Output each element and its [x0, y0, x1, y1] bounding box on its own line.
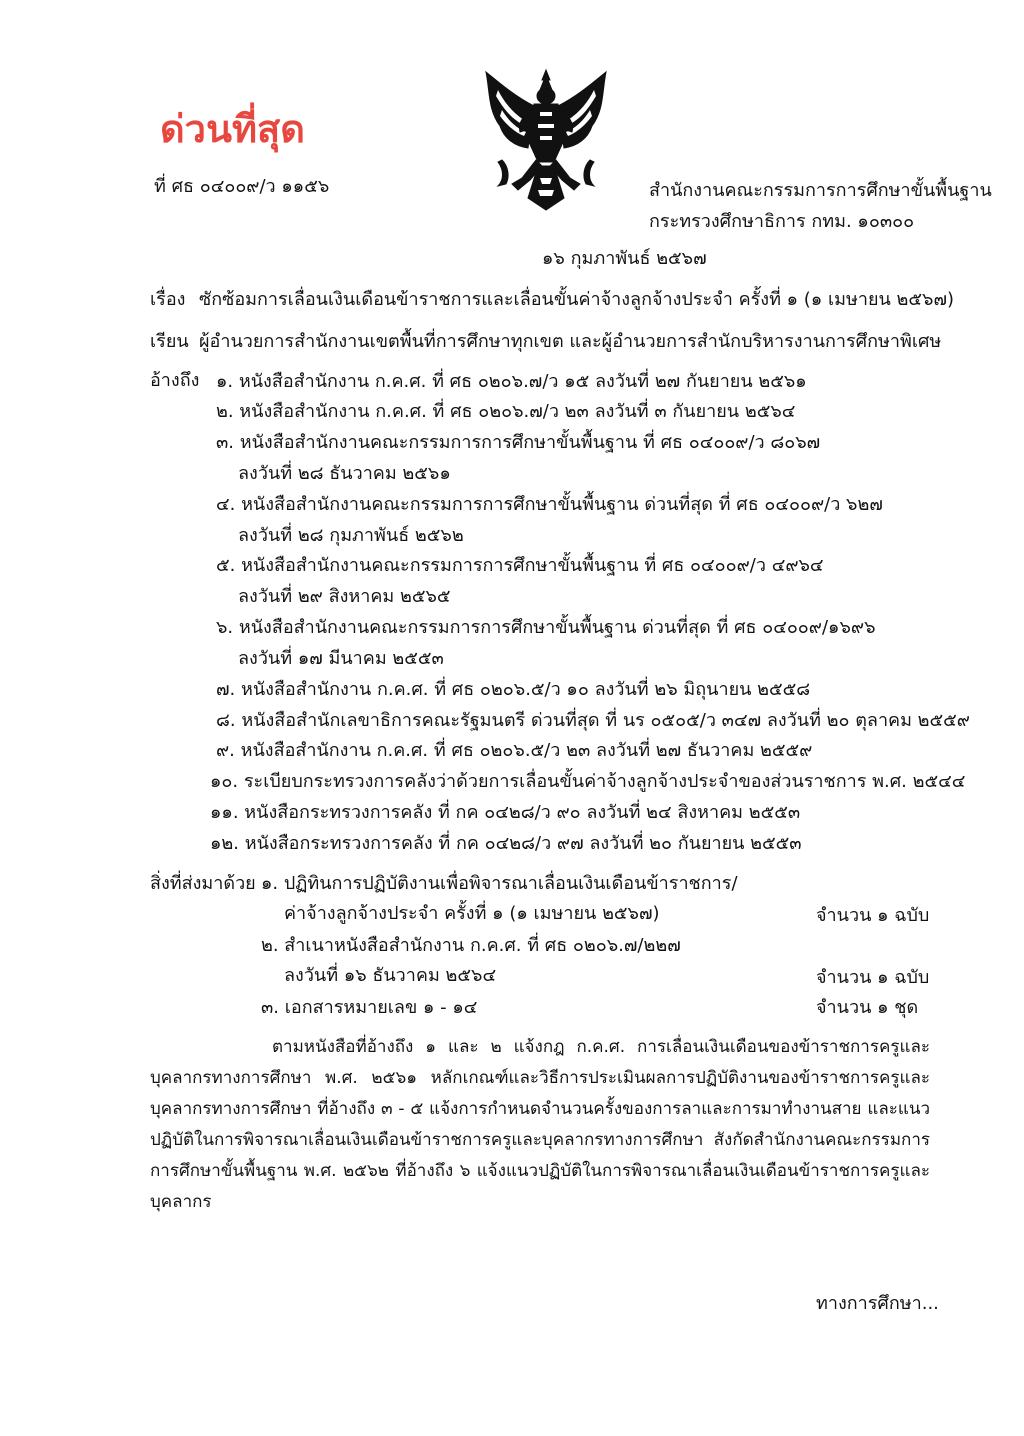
- reference-item: ๖. หนังสือสำนักงานคณะกรรมการการศึกษาขั้นพื้นฐาน ด่วนที่สุด ที่ ศธ ๐๔๐๐๙/๑๖๙๖: [216, 617, 876, 638]
- enclosure-item: ๑. ปฏิทินการปฏิบัติงานเพื่อพิจารณาเลื่อนเงินเดือนข้าราชการ/: [261, 873, 738, 894]
- document-date: ๑๖ กุมภาพันธ์ ๒๕๖๗: [542, 248, 707, 269]
- enclosure-quantity: จำนวน ๑ ฉบับ: [816, 967, 930, 988]
- reference-item: ๔. หนังสือสำนักงานคณะกรรมการการศึกษาขั้นพื้นฐาน ด่วนที่สุด ที่ ศธ ๐๔๐๐๙/ว ๖๒๗: [216, 494, 883, 515]
- reference-item-continuation: ลงวันที่ ๒๘ กุมภาพันธ์ ๒๕๖๒: [238, 525, 464, 546]
- subject-text: ซักซ้อมการเลื่อนเงินเดือนข้าราชการและเลื่อนขั้นค่าจ้างลูกจ้างประจำ ครั้งที่ ๑ (๑ เมษายน ๒๕๖๗): [199, 289, 955, 310]
- enclosures-label: สิ่งที่ส่งมาด้วย: [150, 873, 256, 894]
- enclosure-quantity: จำนวน ๑ ฉบับ: [816, 905, 930, 926]
- reference-item-continuation: ลงวันที่ ๒๙ สิงหาคม ๒๕๖๕: [238, 586, 451, 607]
- urgency-stamp: ด่วนที่สุด: [160, 106, 305, 151]
- reference-item: ๑. หนังสือสำนักงาน ก.ค.ศ. ที่ ศธ ๐๒๐๖.๗/ว ๑๕ ลงวันที่ ๒๗ กันยายน ๒๕๖๑: [216, 371, 807, 392]
- reference-item-continuation: ลงวันที่ ๒๘ ธันวาคม ๒๕๖๑: [238, 463, 451, 484]
- reference-item: ๙. หนังสือสำนักงาน ก.ค.ศ. ที่ ศธ ๐๒๐๖.๕/ว ๒๓ ลงวันที่ ๒๗ ธันวาคม ๒๕๕๙: [216, 740, 813, 761]
- garuda-emblem-icon: [478, 66, 614, 214]
- enclosure-item: ๒. สำเนาหนังสือสำนักงาน ก.ค.ศ. ที่ ศธ ๐๒๐๖.๗/๒๒๗: [261, 935, 681, 956]
- recipient-label: เรียน: [150, 331, 189, 352]
- recipient-text: ผู้อำนวยการสำนักงานเขตพื้นที่การศึกษาทุกเขต และผู้อำนวยการสำนักบริหารงานการศึกษาพิเศษ: [199, 331, 942, 352]
- subject-label: เรื่อง: [150, 289, 186, 310]
- reference-item: ๘. หนังสือสำนักเลขาธิการคณะรัฐมนตรี ด่วนที่สุด ที่ นร ๐๕๐๕/ว ๓๔๗ ลงวันที่ ๒๐ ตุลาคม ๒๕๕๙: [216, 710, 970, 731]
- reference-item: ๒. หนังสือสำนักงาน ก.ค.ศ. ที่ ศธ ๐๒๐๖.๗/ว ๒๓ ลงวันที่ ๓ กันยายน ๒๕๖๔: [216, 401, 796, 422]
- enclosure-item: ๓. เอกสารหมายเลข ๑ - ๑๔: [261, 997, 478, 1018]
- reference-item: ๑๐. ระเบียบกระทรวงการคลังว่าด้วยการเลื่อนขั้นค่าจ้างลูกจ้างประจำของส่วนราชการ พ.ศ. ๒๕๔๔: [210, 771, 966, 792]
- body-paragraph: [150, 1032, 930, 1218]
- reference-item: ๑๒. หนังสือกระทรวงการคลัง ที่ กค ๐๔๒๘/ว ๙๗ ลงวันที่ ๒๐ กันยายน ๒๕๕๓: [210, 833, 802, 854]
- document-number: ที่ ศธ ๐๔๐๐๙/ว ๑๑๕๖: [154, 176, 330, 197]
- enclosure-quantity: จำนวน ๑ ชุด: [816, 997, 919, 1018]
- enclosure-item-continuation: ค่าจ้างลูกจ้างประจำ ครั้งที่ ๑ (๑ เมษายน ๒๕๖๗): [284, 903, 660, 924]
- reference-item: ๗. หนังสือสำนักงาน ก.ค.ศ. ที่ ศธ ๐๒๐๖.๕/ว ๑๐ ลงวันที่ ๒๖ มิถุนายน ๒๕๕๘: [216, 679, 811, 700]
- issuer-org-name: สำนักงานคณะกรรมการการศึกษาขั้นพื้นฐาน: [649, 180, 992, 201]
- page-continuation: ทางการศึกษา...: [816, 1293, 939, 1314]
- reference-item: ๕. หนังสือสำนักงานคณะกรรมการการศึกษาขั้นพื้นฐาน ที่ ศธ ๐๔๐๐๙/ว ๔๙๖๔: [216, 555, 824, 576]
- issuer-org-address: กระทรวงศึกษาธิการ กทม. ๑๐๓๐๐: [649, 211, 915, 232]
- reference-item: ๓. หนังสือสำนักงานคณะกรรมการการศึกษาขั้นพื้นฐาน ที่ ศธ ๐๔๐๐๙/ว ๘๐๖๗: [216, 432, 821, 453]
- body-text: ตามหนังสือที่อ้างถึง ๑ และ ๒ แจ้งกฎ ก.ค.ศ. การเลื่อนเงินเดือนของข้าราชการครูและบุคลากรทางการศึกษา พ.ศ. ๒๕๖๑ หลักเกณฑ์และวิธีการประเมินผลการปฏิบัติงานของข้าราชการครูและบุคลากรทางการศึกษา ที่อ้างถึง ๓ - ๕ แจ้งการกำหนดจำนวนครั้งของการลาและการมาทำงานสาย และแนวปฏิบัติในการพิจารณาเลื่อนเงินเดือนข้าราชการครูและบุคลากรทางการศึกษา สังกัดสำนักงานคณะกรรมการการศึกษาขั้นพื้นฐาน พ.ศ. ๒๕๖๒ ที่อ้างถึง ๖ แจ้งแนวปฏิบัติในการพิจารณาเลื่อนเงินเดือนข้าราชการครูและบุคลากร: [150, 1037, 930, 1212]
- reference-item: ๑๑. หนังสือกระทรวงการคลัง ที่ กค ๐๔๒๘/ว ๙๐ ลงวันที่ ๒๔ สิงหาคม ๒๕๕๓: [210, 802, 801, 823]
- enclosure-item-continuation: ลงวันที่ ๑๖ ธันวาคม ๒๕๖๔: [284, 965, 497, 986]
- reference-item-continuation: ลงวันที่ ๑๗ มีนาคม ๒๕๕๓: [238, 648, 444, 669]
- references-label: อ้างถึง: [150, 370, 200, 391]
